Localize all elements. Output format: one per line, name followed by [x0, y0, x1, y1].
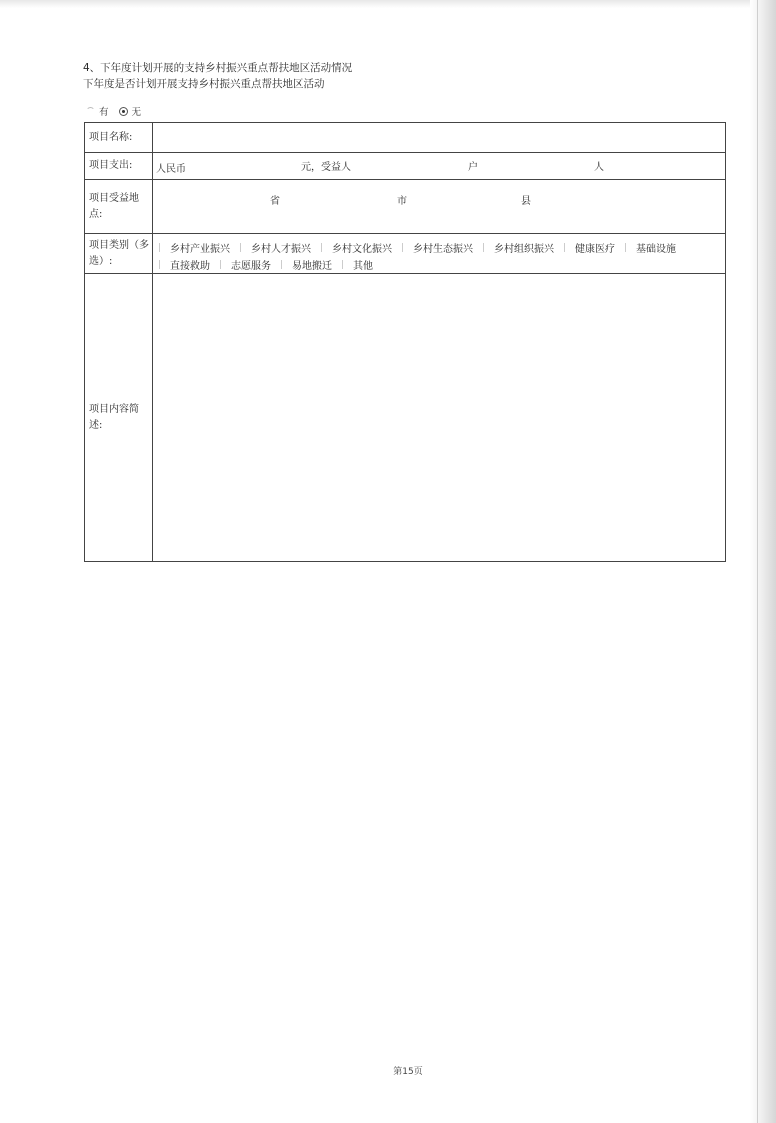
radio-no[interactable] — [119, 107, 128, 116]
checkbox-icon — [159, 243, 162, 252]
scan-edge-top — [0, 0, 776, 8]
description-label: 项目内容简述: — [85, 274, 153, 561]
category-option[interactable] — [402, 240, 473, 255]
category-option-label: 直接救助 — [170, 261, 210, 272]
category-options-row2 — [159, 257, 383, 272]
category-option-label: 基础设施 — [636, 244, 676, 255]
row-description — [85, 274, 725, 561]
radio-no-label: 无 — [131, 107, 142, 118]
checkbox-icon — [483, 243, 486, 252]
expense-yuan-unit: 元，受益人 — [301, 162, 351, 173]
scan-line — [757, 0, 758, 1123]
checkbox-icon — [281, 260, 284, 269]
category-option-label: 志愿服务 — [231, 261, 271, 272]
category-option-label: 易地搬迁 — [292, 261, 332, 272]
category-options-row1 — [159, 240, 686, 255]
category-option[interactable] — [240, 240, 311, 255]
category-option-label: 乡村人才振兴 — [251, 244, 311, 255]
category-option[interactable] — [483, 240, 554, 255]
section-question: 下年度是否计划开展支持乡村振兴重点帮扶地区活动 — [83, 78, 325, 90]
category-option-label: 其他 — [353, 261, 373, 272]
category-option[interactable] — [564, 240, 615, 255]
row-beneficiary-location — [85, 180, 725, 234]
category-option[interactable] — [159, 257, 210, 272]
page-number: 第15页 — [393, 1067, 423, 1077]
expense-household-unit: 户 — [468, 162, 478, 173]
checkbox-icon — [564, 243, 567, 252]
expense-person-unit: 人 — [594, 162, 604, 173]
category-option-label: 健康医疗 — [575, 244, 615, 255]
project-expense-label: 项目支出: — [85, 153, 153, 179]
category-label: 项目类别（多选）: — [85, 234, 153, 273]
row-category — [85, 234, 725, 274]
row-project-expense — [85, 153, 725, 180]
category-option-label: 乡村产业振兴 — [170, 244, 230, 255]
category-option-label: 乡村生态振兴 — [413, 244, 473, 255]
location-county: 县 — [521, 196, 531, 207]
checkbox-icon — [240, 243, 243, 252]
activity-radio-group — [86, 104, 151, 118]
category-option[interactable] — [342, 257, 373, 272]
project-form — [84, 122, 726, 562]
row-project-name — [85, 123, 725, 153]
category-option[interactable] — [625, 240, 676, 255]
project-name-label: 项目名称: — [85, 123, 153, 152]
category-field — [153, 234, 725, 273]
radio-yes-label: 有 — [99, 107, 109, 118]
category-option[interactable] — [220, 257, 271, 272]
checkbox-icon — [220, 260, 223, 269]
project-name-field[interactable] — [153, 123, 725, 152]
location-province: 省 — [270, 196, 280, 207]
expense-currency: 人民币 — [156, 164, 186, 175]
section-heading: 4、下年度计划开展的支持乡村振兴重点帮扶地区活动情况 — [83, 62, 353, 74]
checkbox-icon — [159, 260, 162, 269]
category-option[interactable] — [321, 240, 392, 255]
description-field[interactable] — [153, 274, 725, 561]
scan-edge-right — [750, 0, 776, 1123]
checkbox-icon — [321, 243, 324, 252]
checkbox-icon — [402, 243, 405, 252]
project-expense-field[interactable] — [153, 153, 725, 179]
checkbox-icon — [625, 243, 628, 252]
category-option[interactable] — [281, 257, 332, 272]
checkbox-icon — [342, 260, 345, 269]
location-city: 市 — [397, 196, 407, 207]
location-label: 项目受益地点: — [85, 180, 153, 233]
category-option[interactable] — [159, 240, 230, 255]
category-option-label: 乡村文化振兴 — [332, 244, 392, 255]
location-field[interactable] — [153, 180, 725, 233]
radio-yes[interactable] — [86, 107, 95, 116]
category-option-label: 乡村组织振兴 — [494, 244, 554, 255]
